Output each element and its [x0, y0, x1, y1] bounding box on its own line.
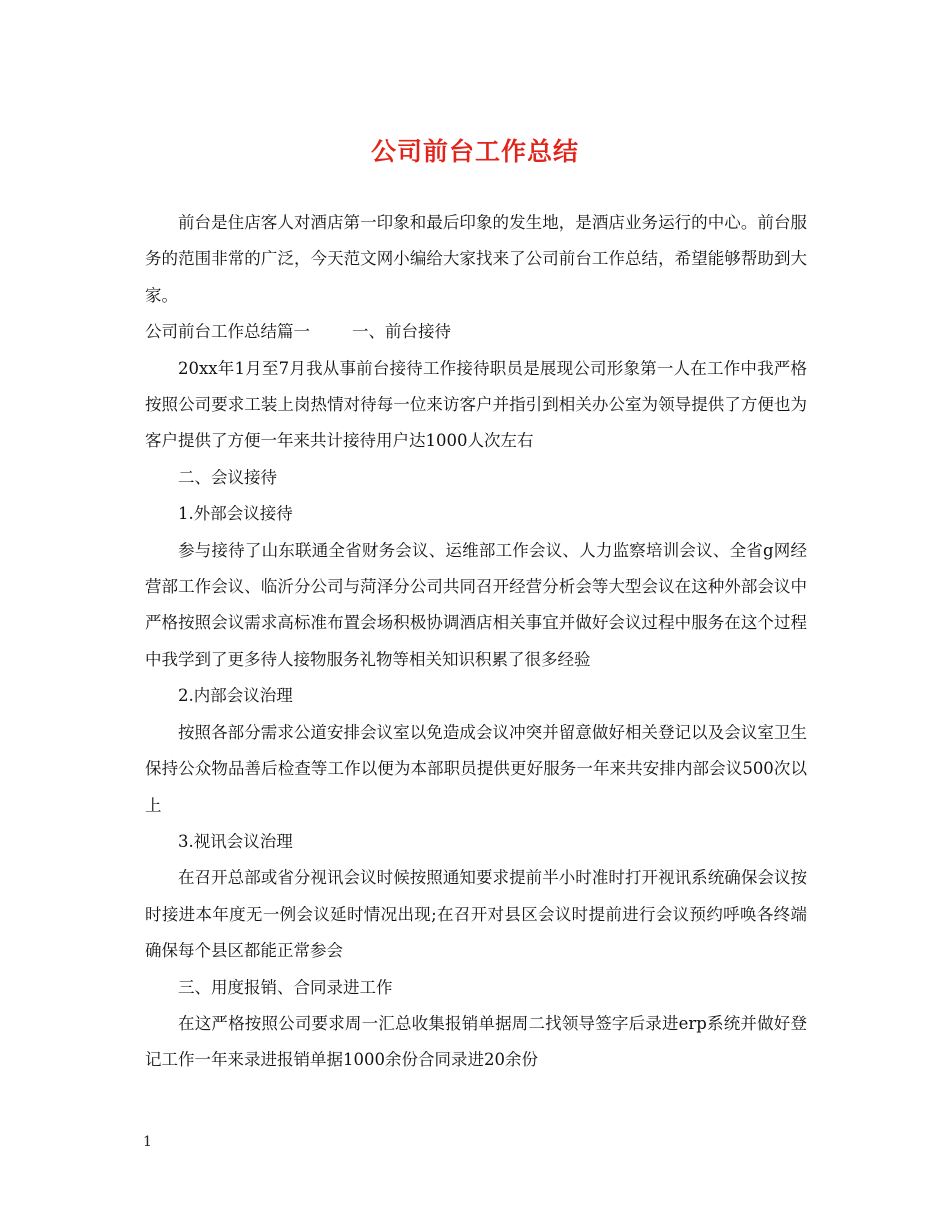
document-title: 公司前台工作总结 — [370, 137, 579, 166]
section-heading-meetings: 二、会议接待 — [178, 467, 277, 487]
page-number: 1 — [143, 1134, 152, 1150]
section-heading-expenses: 三、用度报销、合同录进工作 — [178, 977, 393, 997]
video-meetings-paragraph: 在召开总部或省分视讯会议时候按照通知要求提前半小时准时打开视讯系统确保会议按时接进本年度无一例会议延时情况出现;在召开对县区会议时提前进行会议预约呼唤各终端确保每个县区都能正常参会 — [145, 868, 807, 961]
expenses-paragraph: 在这严格按照公司要求周一汇总收集报销单据周二找领导签字后录进erp系统并做好登记工作一年来录进报销单据1000余份合同录进20余份 — [145, 1013, 807, 1070]
subheading-external-meetings: 1.外部会议接待 — [178, 504, 293, 524]
document-body — [145, 205, 807, 1079]
internal-meetings-paragraph: 按照各部分需求公道安排会议室以免造成会议冲突并留意做好相关登记以及会议室卫生保持公众物品善后检查等工作以便为本部职员提供更好服务一年来共安排内部会议500次以上 — [145, 722, 807, 815]
subheading-video-meetings: 3.视讯会议治理 — [178, 831, 293, 851]
reception-paragraph: 20xx年1月至7月我从事前台接待工作接待职员是展现公司形象第一人在工作中我严格按照公司要求工装上岗热情对待每一位来访客户并指引到相关办公室为领导提供了方便也为客户提供了方便一年来共计接待用户达1000人次左右 — [145, 358, 807, 451]
intro-paragraph: 前台是住店客人对酒店第一印象和最后印象的发生地，是酒店业务运行的中心。前台服务的范围非常的广泛，今天范文网小编给大家找来了公司前台工作总结，希望能够帮助到大家。 — [145, 213, 807, 305]
external-meetings-paragraph: 参与接待了山东联通全省财务会议、运维部工作会议、人力监察培训会议、全省g网经营部工作会议、临沂分公司与菏泽分公司共同召开经营分析会等大型会议在这种外部会议中严格按照会议需求高标准布置会场积极协调酒店相关事宜并做好会议过程中服务在这个过程中我学到了更多待人接物服务礼物等相关知识积累了很多经验 — [145, 540, 807, 669]
subheading-internal-meetings: 2.内部会议治理 — [178, 686, 293, 706]
section-heading-line: 公司前台工作总结篇一 一、前台接待 — [145, 322, 451, 342]
